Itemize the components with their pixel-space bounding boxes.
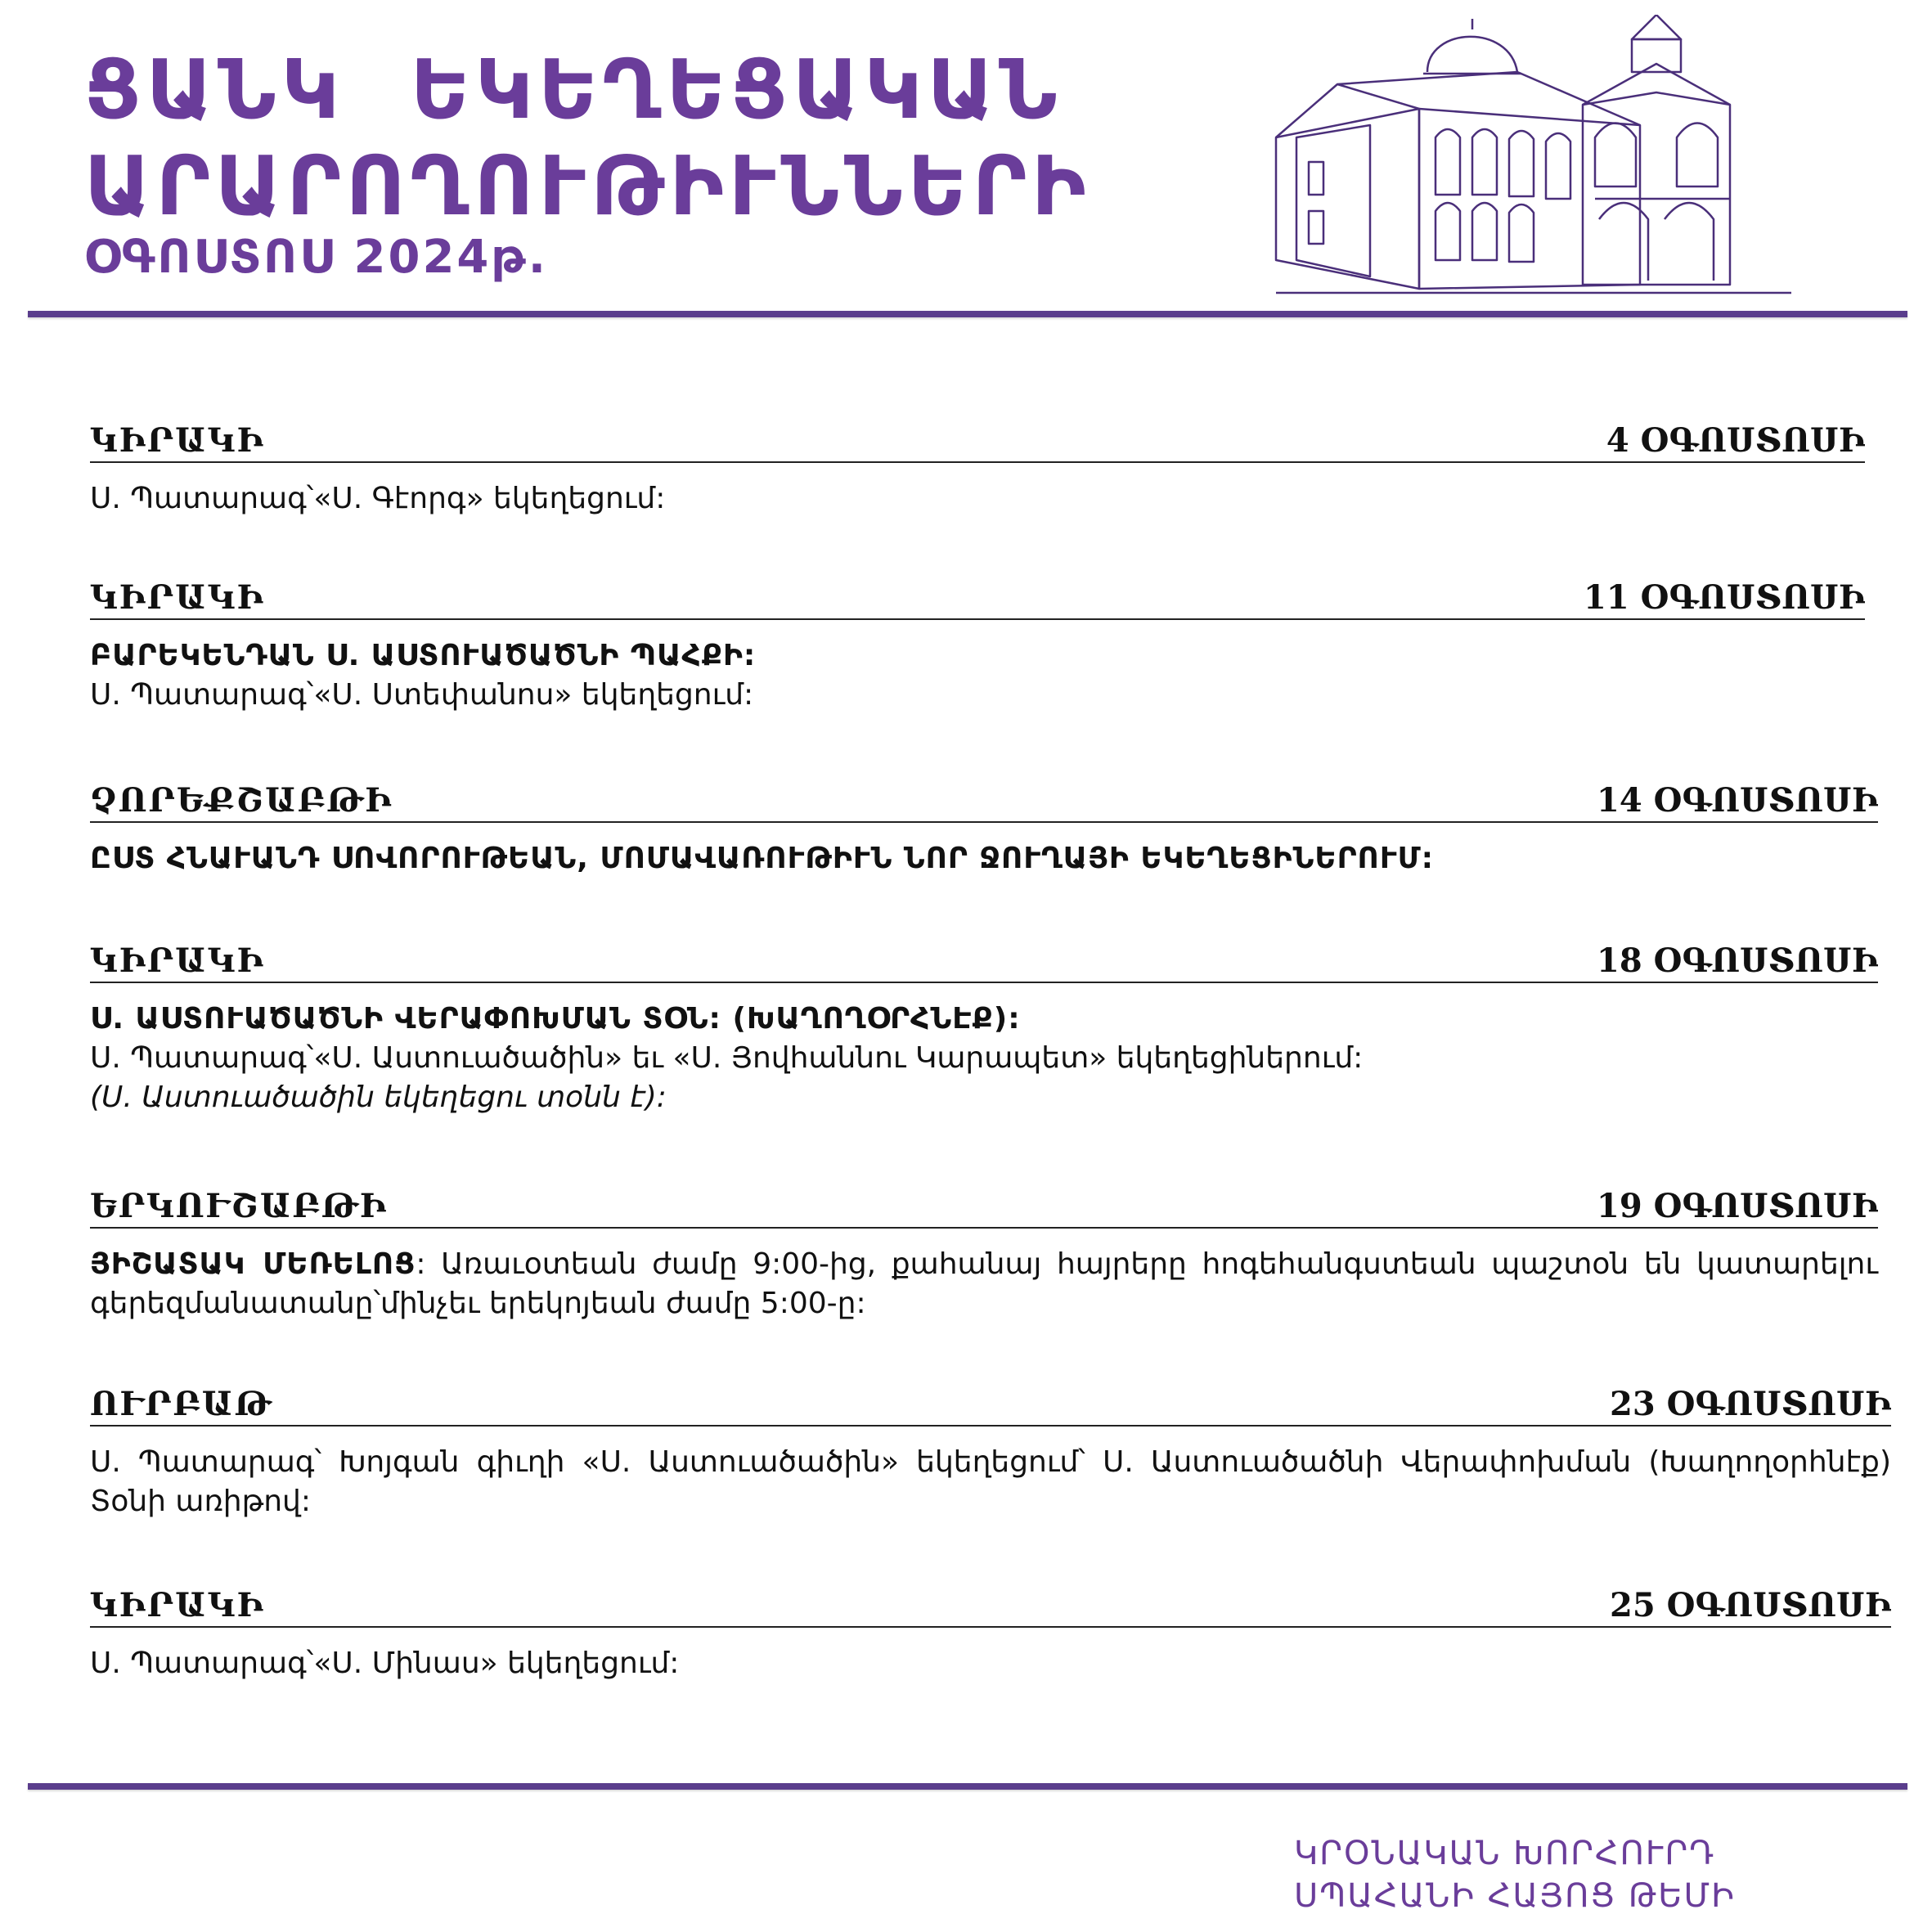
entry-feast-title: Ս. ԱՍՏՈՒԱԾԱԾՆԻ ՎԵՐԱՓՈԽՄԱՆ ՏՕՆ: (ԽԱՂՈՂՕՐՀՆԷՔ): — [90, 1002, 1021, 1036]
entry-header — [90, 1582, 1891, 1628]
church-illustration — [1272, 15, 1795, 297]
entry-date: 4 ՕԳՈՍՏՈՍԻ — [1606, 421, 1865, 460]
entry-paragraph — [90, 1245, 1878, 1323]
entry-body — [90, 1644, 1891, 1683]
entry-day: ԿԻՐԱԿԻ — [90, 1586, 265, 1624]
entry-paragraph: Ս. Պատարագ՝ Խոյգան գիւղի «Ս. Աստուածածին» եկեղեցում՝ Ս. Աստուածածնի Վերափոխման (Խաղողօրհնէք) Տօնի առիթով: — [90, 1445, 1891, 1518]
entry-line: Ս. Պատարագ՝«Ս. Ստեփանոս» եկեղեցում: — [90, 678, 754, 712]
entry-day: ԿԻՐԱԿԻ — [90, 578, 265, 617]
entry-line: Ս. Պատարագ՝«Ս. Մինաս» եկեղեցում: — [90, 1647, 680, 1680]
entry-date: 19 ՕԳՈՍՏՈՍԻ — [1597, 1187, 1878, 1225]
schedule-entry — [90, 417, 1865, 519]
entry-date: 23 ՕԳՈՍՏՈՍԻ — [1610, 1385, 1891, 1423]
entry-note: (Ս. Աստուածածին եկեղեցու տօնն է): — [90, 1081, 667, 1114]
entry-header — [90, 937, 1878, 983]
entry-line: Ս. Պատարագ՝«Ս. Գէորգ» եկեղեցում: — [90, 482, 666, 515]
footer-divider — [28, 1783, 1907, 1790]
signature-block — [1294, 1832, 1736, 1917]
entry-header — [90, 1381, 1891, 1427]
entry-body — [90, 1245, 1878, 1323]
entry-body — [90, 839, 1878, 878]
entry-header — [90, 1183, 1878, 1229]
entry-header — [90, 417, 1865, 463]
entry-day: ՉՈՐԵՔՇԱԲԹԻ — [90, 781, 393, 820]
entry-day: ԵՐԿՈՒՇԱԲԹԻ — [90, 1187, 388, 1225]
entry-date: 11 ՕԳՈՍՏՈՍԻ — [1584, 578, 1865, 617]
subtitle-month: ՕԳՈՍՏՈՍ 2024թ. — [84, 231, 548, 284]
entry-header — [90, 777, 1878, 823]
title-line-2: ԱՐԱՐՈՂՈՒԹԻՒՆՆԵՐԻ — [84, 138, 1091, 234]
entry-day: ԿԻՐԱԿԻ — [90, 941, 265, 980]
schedule-entry — [90, 1582, 1891, 1683]
schedule-entry — [90, 937, 1878, 1117]
entry-date: 18 ՕԳՈՍՏՈՍԻ — [1597, 941, 1878, 980]
footer-line-1: ԿՐՕՆԱԿԱՆ ԽՈՐՀՈՒՐԴ — [1294, 1835, 1716, 1872]
entry-body — [90, 1443, 1891, 1521]
schedule-entry — [90, 777, 1878, 878]
header-divider — [28, 311, 1907, 317]
entry-text: : Առաւօտեան ժամը 9:00-ից, քահանայ հայրերը հոգեհանգստեան պաշտօն են կատարելու գերեզմանատանը՝մինչեւ երեկոյեան ժամը 5:00-ը: — [90, 1247, 1879, 1320]
entry-day: ՈՒՐԲԱԹ — [90, 1385, 273, 1423]
entry-feast-title: ԸՍՏ ՀՆԱՒԱՆԴ ՍՈՎՈՐՈՒԹԵԱՆ, ՄՈՄԱՎԱՌՈՒԹԻՒՆ ՆՈՐ ՋՈՒՂԱՅԻ ԵԿԵՂԵՑԻՆԵՐՈՒՄ: — [90, 842, 1435, 875]
footer-line-2: ՍՊԱՀԱՆԻ ՀԱՅՈՑ ԹԵՄԻ — [1294, 1877, 1736, 1915]
entry-body — [90, 636, 1865, 715]
entry-date: 14 ՕԳՈՍՏՈՍԻ — [1597, 781, 1878, 820]
entry-feast-title: ՅԻՇԱՏԱԿ ՄԵՌԵԼՈՑ — [90, 1247, 416, 1281]
schedule-entry — [90, 574, 1865, 715]
schedule-entry — [90, 1183, 1878, 1323]
entry-day: ԿԻՐԱԿԻ — [90, 421, 265, 460]
entry-date: 25 ՕԳՈՍՏՈՍԻ — [1610, 1586, 1891, 1624]
entry-body — [90, 479, 1865, 519]
entry-body — [90, 1000, 1878, 1117]
title-line-1: ՑԱՆԿ ԵԿԵՂԵՑԱԿԱՆ — [84, 42, 1063, 137]
entry-line: Ս. Պատարագ՝«Ս. Աստուածածին» եւ «Ս. Յովհաննու Կարապետ» եկեղեցիներում: — [90, 1041, 1364, 1075]
entry-feast-title: ԲԱՐԵԿԵՆԴԱՆ Ս. ԱՍՏՈՒԱԾԱԾՆԻ ՊԱՀՔԻ: — [90, 639, 757, 672]
schedule-entry — [90, 1381, 1891, 1521]
entry-header — [90, 574, 1865, 620]
